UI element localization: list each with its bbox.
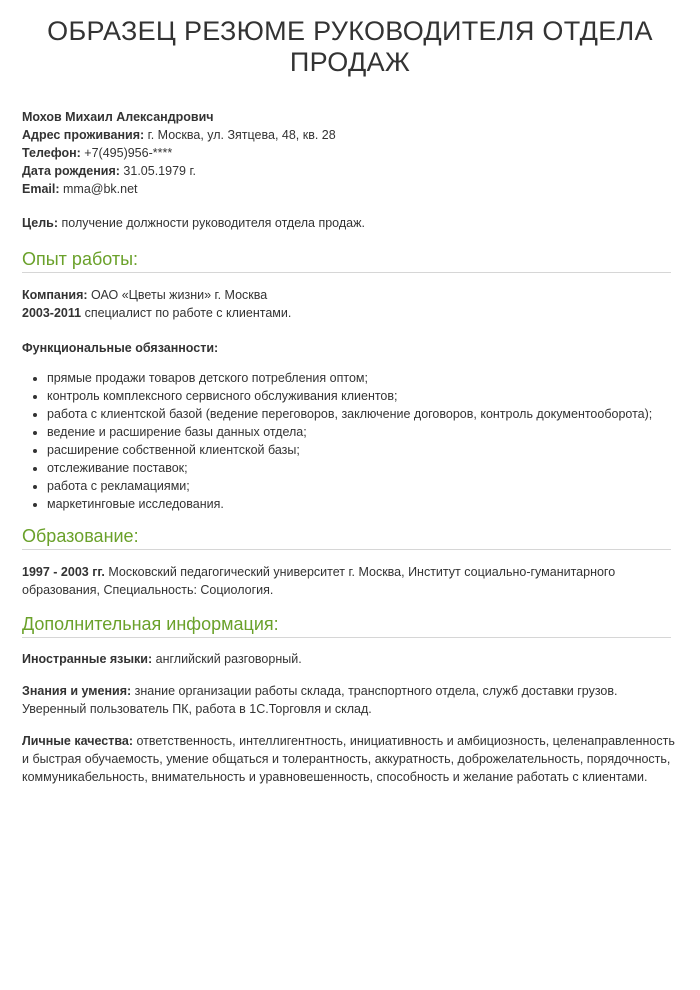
company-line xyxy=(22,286,678,304)
company-label: Компания: xyxy=(22,288,88,302)
phone-line xyxy=(22,144,678,162)
list-item: • контроль комплексного сервисного обслуживания клиентов; xyxy=(47,387,678,405)
experience-heading: Опыт работы: xyxy=(22,248,671,273)
address-label: Адрес проживания: xyxy=(22,128,145,142)
experience-company xyxy=(22,286,678,322)
education-period: 1997 - 2003 гг. xyxy=(22,565,105,579)
list-item: • прямые продажи товаров детского потребления оптом; xyxy=(47,369,678,387)
address-value: г. Москва, ул. Зятцева, 48, кв. 28 xyxy=(144,128,336,142)
list-item: • ведение и расширение базы данных отдела; xyxy=(47,423,678,441)
contact-info xyxy=(22,108,678,198)
birth-value: 31.05.1979 г. xyxy=(119,164,196,178)
list-item: • работа с рекламациями; xyxy=(47,477,678,495)
email-label: Email: xyxy=(22,182,60,196)
skills-label: Знания и умения: xyxy=(22,684,132,698)
list-item: • работа с клиентской базой (ведение переговоров, заключение договоров, контроль документооборота); xyxy=(47,405,678,423)
goal-value: получение должности руководителя отдела продаж. xyxy=(58,216,365,230)
list-item: • отслеживание поставок; xyxy=(47,459,678,477)
company-value: ОАО «Цветы жизни» г. Москва xyxy=(87,288,268,302)
address-line xyxy=(22,126,678,144)
experience-period: 2003-2011 xyxy=(22,306,82,320)
list-item: • расширение собственной клиентской базы; xyxy=(47,441,678,459)
phone-value: +7(495)956-**** xyxy=(80,146,173,160)
experience-position: специалист по работе с клиентами. xyxy=(81,306,292,320)
page-title: ОБРАЗЕЦ РЕЗЮМЕ РУКОВОДИТЕЛЯ ОТДЕЛА ПРОДАЖ xyxy=(47,16,653,77)
birth-label: Дата рождения: xyxy=(22,164,120,178)
skills-line xyxy=(22,682,678,718)
languages-line xyxy=(22,650,678,668)
phone-label: Телефон: xyxy=(22,146,81,160)
email-value: mma@bk.net xyxy=(59,182,138,196)
goal-label: Цель: xyxy=(22,216,59,230)
skills-value: знание организации работы склада, транспортного отдела, служб доставки грузов. Уверенный пользователь ПК, работа в 1С.Торговля и склад. xyxy=(22,684,618,716)
additional-heading: Дополнительная информация: xyxy=(22,613,671,638)
birth-line xyxy=(22,162,678,180)
list-item: • маркетинговые исследования. xyxy=(47,495,678,513)
qualities-value: ответственность, интеллигентность, инициативность и амбициозность, целенаправленность и быстрая обучаемость, умение общаться и толерантность, аккуратность, доброжелательность, порядочность, коммуникабельность, внимательность и уравновешенность, способность и желание работать с клиентами. xyxy=(22,734,675,784)
goal-line xyxy=(22,214,678,232)
duties-list xyxy=(22,369,678,513)
languages-label: Иностранные языки: xyxy=(22,652,153,666)
email-line xyxy=(22,180,678,198)
education-heading: Образование: xyxy=(22,525,671,550)
qualities-line xyxy=(22,732,678,786)
qualities-label: Личные качества: xyxy=(22,734,134,748)
languages-value: английский разговорный. xyxy=(152,652,302,666)
duties-title: Функциональные обязанности: xyxy=(22,341,219,355)
education-entry xyxy=(22,563,678,599)
education-text: Московский педагогический университет г. Москва, Институт социально-гуманитарного образования, Специальность: Социология. xyxy=(22,565,616,597)
period-line xyxy=(22,304,678,322)
person-name: Мохов Михаил Александрович xyxy=(22,110,214,124)
